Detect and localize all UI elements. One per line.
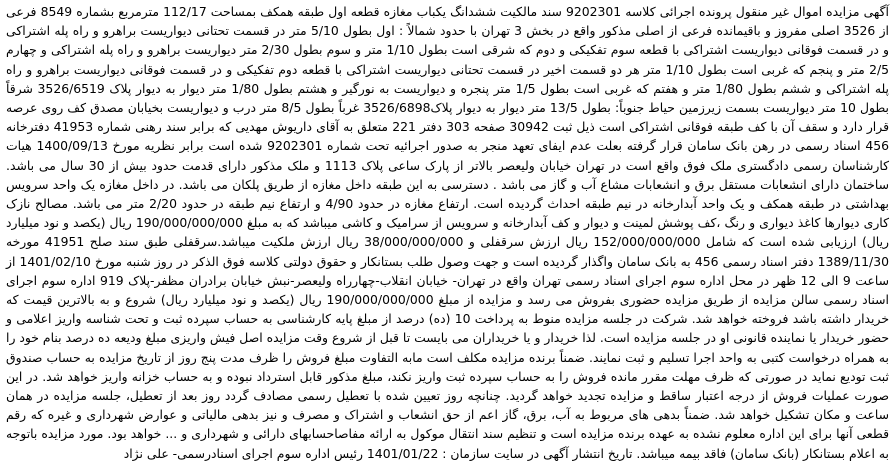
- auction-notice-text: آگهی مزایده اموال غیر منقول پرونده اجرائی کلاسه 9202301 سند مالکیت ششدانگ یکباب مغازه قطعه اول طبقه همکف بمساحت 112/17 مترمربع بشماره 8549 فرعی از 3526 اصلی مفروز و باقیمانده فرعی از اصلی مذکور واقع در بخش 3 تهران با حدود شمالاً : اول بطول 5/10 متر در قسمت تحتانی دیواریست براهرو و راه پله اشتراکی و در قسمت فوقانی دیواریست اشتراکی با قطعه سوم تفکیکی و دوم که شرقی است بطول 1/10 متر و سوم بطول 2/30 متر دیواریست براهرو و راه پله اشتراکی و چهارم 2/5 متر و پنجم که غربی است بطول 1/10 متر هر دو قسمت اخیر در قسمت تحتانی دیواریست اشتراکی با قطعه دوم تفکیکی و در قسمت فوقانی دیواریست براهرو و راه پله اشتراکی و ششم بطول 1/80 متر و هفتم که غربی است بطول 1/5 متر پنجره و دیواریست به نورگیر و هشتم بطول 1/80 متر دیوار به دیوار پلاک 3526/6519 شرقاً بطول 10 متر دیواریست بسمت زیرزمین حیاط جنوباً: بطول 13/5 متر دیوار به دیوار پلاک3526/6898 غرباً بطول 8/5 متر درب و دیواریست بخیابان مصدق کف روی عرصه قرار دارد و سقف آن با کف طبقه فوقانی اشتراکی است ذیل ثبت 30942 صفحه 303 دفتر 221 متعلق به آقای داریوش مهدیی که برابر سند رهنی شماره 41953 دفترخانه 456 اسناد رسمی در رهن بانک سامان قرار گرفته بعلت عدم ایفای تعهد منجر به صدور اجرائیه تحت شماره 9202301 شده است برابر نظریه مورخ 1400/09/13 هیات کارشناسان رسمی دادگستری ملک فوق واقع است در تهران خیابان ولیعصر بالاتر از پارک ساعی پلاک 1113 و ملک مذکور دارای قدمت حدود بیش از 30 سال می باشد. ساختمان دارای انشعابات مستقل برق و انشعابات مشاع آب و گاز می باشد . دسترسی به این طبقه داخل مغازه از طریق پلکان می باشد. در داخل مغازه یک واحد سرویس بهداشتی در طبقه همکف و یک واحد آبدارخانه در نیم طبقه احداث گردیده است. ارتفاع مغازه در حدود 4/90 و ارتفاع نیم طبقه در حدود 2/20 متر می باشد. مصالح نازک کاری دیوارها کاغذ دیواری و رنگ ،کف پوشش لمینت و دیوار و کف آبدارخانه و سرویس از سرامیک و کاشی میباشد که به مبلغ 190/000/000/000 ریال (یکصد و نود میلیارد ریال) ارزیابی شده است که شامل 152/000/000/000 ریال ارزش سرقفلی و 38/000/000/000 ریال ارزش ملکیت میباشد.سرقفلی طبق سند صلح 41951 مورخه 1389/11/30 دفتر اسناد رسمی 456 به بانک سامان واگذار گردیده است و جهت وصول طلب بستانکار و حقوق دولتی کلاسه فوق الذکر در روز شنبه مورخ 1401/02/10 از ساعت 9 الی 12 ظهر در محل اداره سوم اجرای اسناد رسمی تهران واقع در تهران- خیابان انقلاب-چهارراه ولیعصر-نبش خیابان برادران مظفر-پلاک 919 اداره سوم اجرای اسناد رسمی سالن مزایده از طریق مزایده حضوری بفروش می رسد و مزایده از مبلغ 190/000/000/000 ریال (یکصد و نود میلیارد ریال) شروع و به بالاترین قیمت که خریدار داشته باشد فروخته خواهد شد. شرکت در جلسه مزایده منوط به پرداخت 10 (ده) درصد از مبلغ پایه کارشناسی به حساب سپرده ثبت و تحت شناسه واریز اعلامی و حضور خریدار یا نماینده قانونی او در جلسه مزایده است. لذا خریدار و یا خریداران می بایست تا قبل از شروع وقت مزایده اصل فیش واریزی مبلغ ودیعه ده درصد بنام خود را به همراه درخواست کتبی به واحد اجرا تسلیم و ثبت نمایند. ضمناً برنده مزایده مکلف است مابه التفاوت مبلغ فروش را ظرف مدت پنج روز از تاریخ مزایده به حساب صندوق ثبت تودیع نماید در صورتی که ظرف مهلت مقرر مانده فروش را به حساب سپرده ثبت واریز نکند، مبلغ مذکور قابل استرداد نبوده و به حساب خزانه واریز خواهد شد. در این صورت عملیات فروش از درجه اعتبار ساقط و مزایده تجدید خواهد گردید. چنانچه روز تعیین شده با تعطیل رسمی مصادف گردد روز بعد از تعطیل، جلسه مزایده در همان ساعت و مکان تشکیل خواهد شد. ضمناً بدهی های مربوط به آب، برق، گاز اعم از حق انشعاب و اشتراک و مصرف و نیز بدهی مالیاتی و عوارض شهرداری و غیره که رقم قطعی آنها برای این اداره معلوم نشده به عهده برنده مزایده است و تنظیم سند انتقال موکول به ارائه مفاصاحسابهای دارائی و شهرداری و ... خواهد بود. مورد مزایده باتوجه به اعلام بستانکار (بانک سامان) فاقد بیمه میباشد. تاریخ انتشار آگهی در سایت سازمان : 1401/01/22 رئیس اداره سوم اجرای اسنادرسمی- علی نژاد: [6, 4, 890, 461]
